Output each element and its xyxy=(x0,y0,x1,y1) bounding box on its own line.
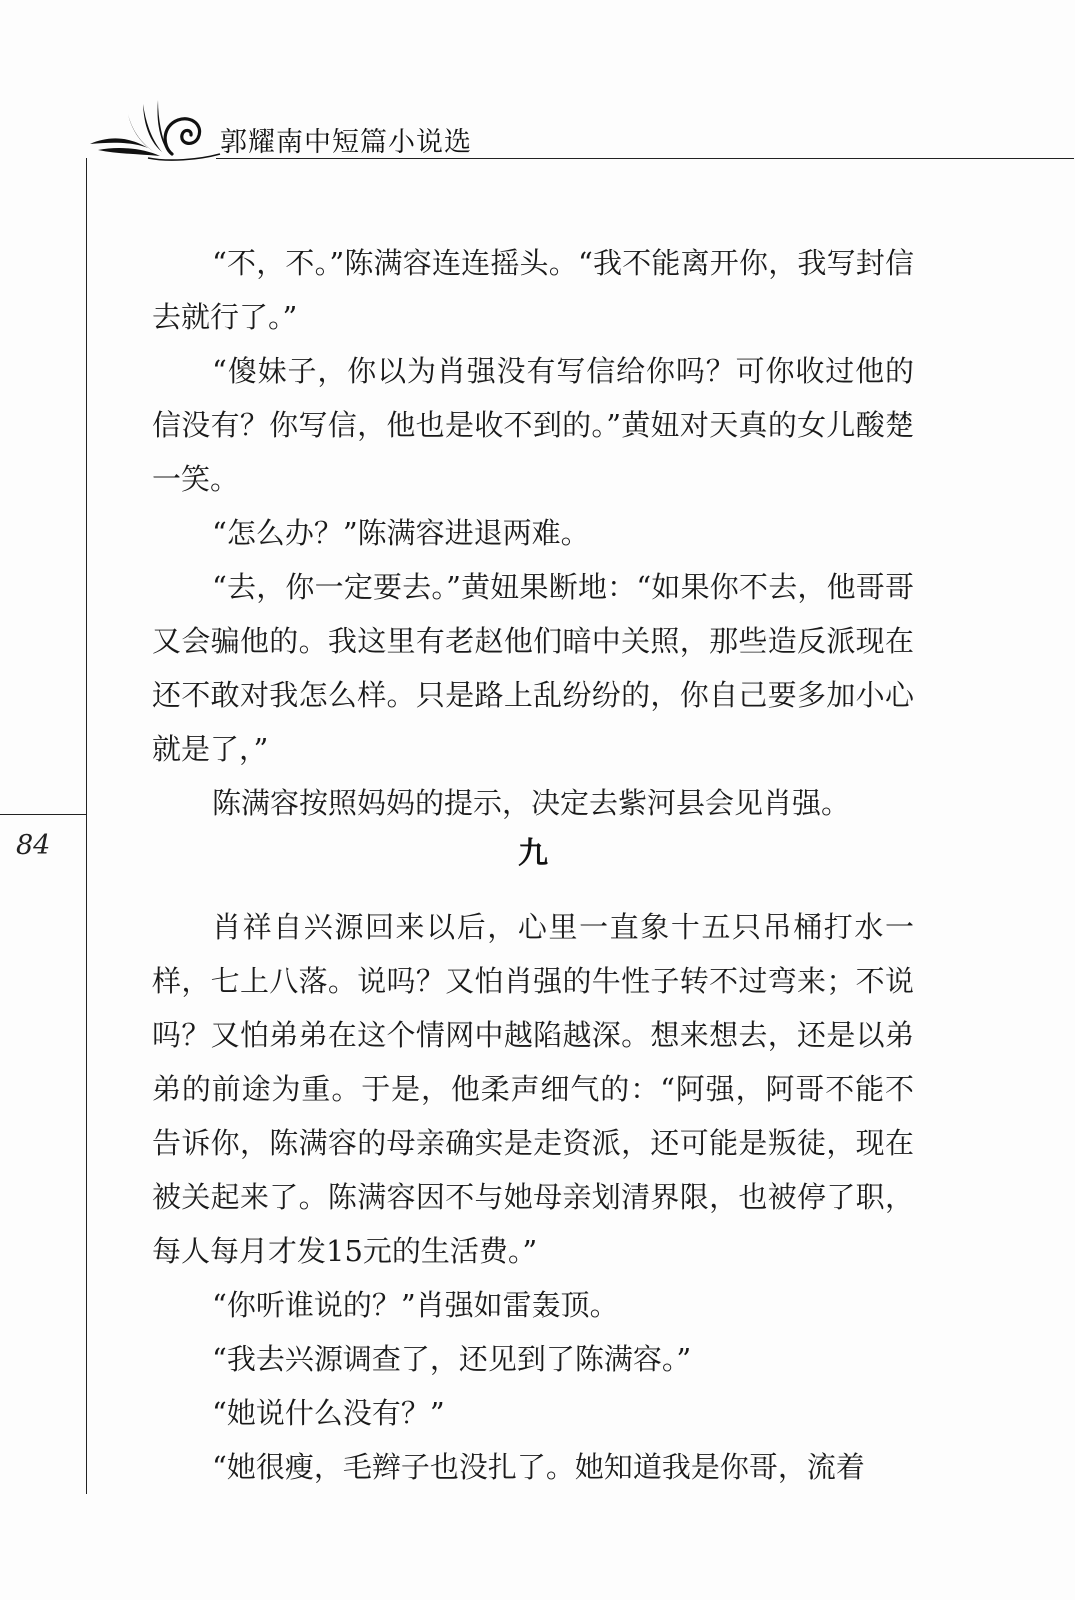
paragraph: 陈满容按照妈妈的提示，决定去紫河县会见肖强。 xyxy=(212,786,851,820)
page-number: 84 xyxy=(16,830,51,861)
paragraph: “不，不。”陈满容连连摇头。“我不能离开你，我写封信去就行了。” xyxy=(152,246,914,334)
paragraph: “去，你一定要去。”黄妞果断地：“如果你不去，他哥哥又会骗他的。我这里有老赵他们暗中关照，那些造反派现在还不敢对我怎么样。只是路上乱纷纷的，你自己要多加小心就是了，” xyxy=(152,570,914,766)
text-section-chapter xyxy=(152,900,914,1494)
swirl-flourish-icon xyxy=(88,96,228,166)
paragraph: “怎么办？”陈满容进退两难。 xyxy=(212,516,590,550)
paragraph: “我去兴源调查了，还见到了陈满容。” xyxy=(212,1342,692,1376)
text-section-before xyxy=(152,236,914,830)
paragraph: “你听谁说的？”肖强如雷轰顶。 xyxy=(212,1288,619,1322)
folio-rule xyxy=(0,814,87,815)
left-frame-rule xyxy=(86,158,87,1494)
chapter-heading: 九 xyxy=(518,836,548,871)
paragraph: 肖祥自兴源回来以后，心里一直象十五只吊桶打水一样，七上八落。说吗？又怕肖强的牛性子转不过弯来；不说吗？又怕弟弟在这个情网中越陷越深。想来想去，还是以弟弟的前途为重。于是，他柔声细气的：“阿强，阿哥不能不告诉你，陈满容的母亲确实是走资派，还可能是叛徒，现在被关起来了。陈满容因不与她母亲划清界限，也被停了职，每人每月才发15元的生活费。” xyxy=(152,910,914,1268)
paragraph: “她很瘦，毛辫子也没扎了。她知道我是你哥，流着 xyxy=(212,1450,865,1484)
paragraph: “傻妹子，你以为肖强没有写信给你吗？可你收过他的信没有？你写信，他也是收不到的。”黄妞对天真的女儿酸楚一笑。 xyxy=(152,354,914,496)
header-rule xyxy=(216,158,1074,159)
running-header-title: 郭耀南中短篇小说选 xyxy=(220,127,472,158)
paragraph: “她说什么没有？” xyxy=(212,1396,445,1430)
